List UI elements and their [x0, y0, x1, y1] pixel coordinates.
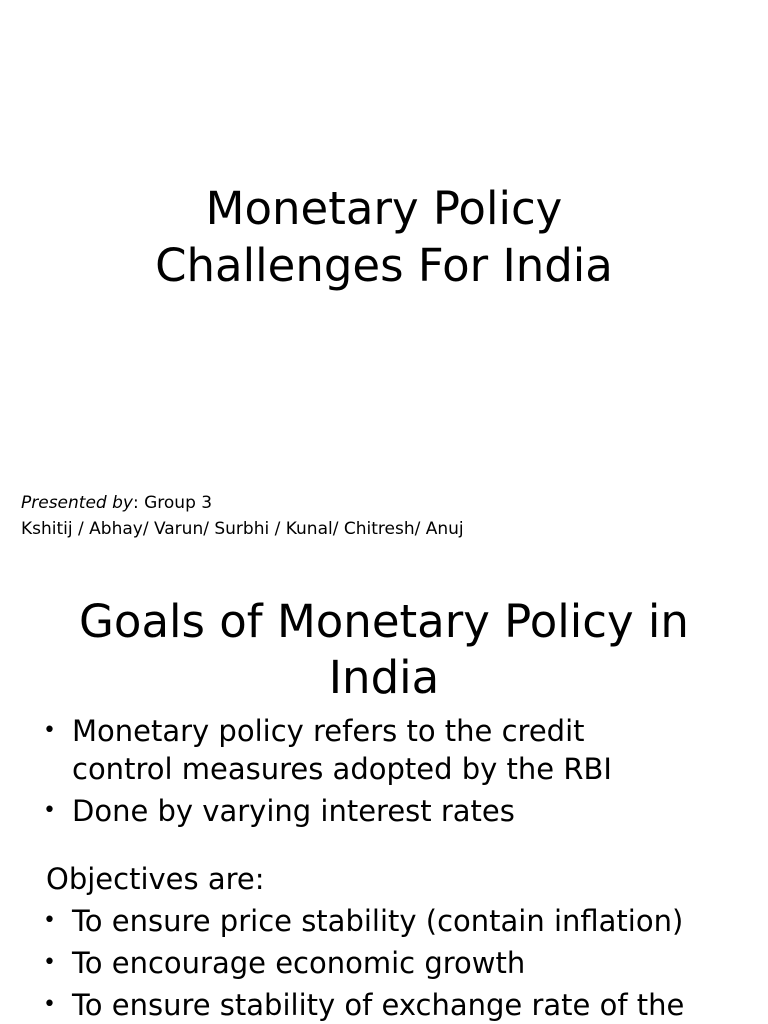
objective-text: To ensure price stability (contain inflation) [72, 904, 684, 938]
bullet-dot: • [43, 718, 56, 743]
bullet-item [0, 712, 768, 788]
bullet-text-line: Monetary policy refers to the credit [72, 714, 585, 748]
objective-item [0, 902, 768, 940]
presenter-block [21, 490, 464, 542]
title-line-1: Monetary Policy [205, 182, 563, 235]
slide-body [0, 712, 768, 1024]
goals-slide [0, 576, 768, 1024]
slide-title [0, 594, 768, 706]
bullet-item [0, 792, 768, 830]
definition-bullets [0, 712, 768, 830]
bullet-dot: • [43, 798, 56, 823]
slide-title-line-2: India [328, 651, 440, 704]
objective-item [0, 986, 768, 1024]
objective-bullets [0, 902, 768, 1024]
objective-text: To ensure stability of exchange rate of the [72, 988, 685, 1022]
bullet-dot: • [43, 908, 56, 933]
objective-text: To encourage economic growth [72, 946, 526, 980]
objective-item [0, 944, 768, 982]
bullet-dot: • [43, 992, 56, 1017]
bullet-text-line: Done by varying interest rates [72, 794, 515, 828]
presented-by-line [21, 490, 464, 516]
title-line-2: Challenges For India [155, 239, 613, 292]
presented-by-value: : Group 3 [132, 493, 213, 513]
presentation-title [0, 180, 768, 294]
objectives-heading: Objectives are: [46, 862, 265, 896]
bullet-dot: • [43, 950, 56, 975]
presented-by-label: Presented by [21, 493, 133, 513]
group-members: Kshitij / Abhay/ Varun/ Surbhi / Kunal/ Chitresh/ Anuj [21, 519, 464, 539]
spacer [0, 834, 768, 860]
bullet-text-line: control measures adopted by the RBI [72, 752, 612, 786]
slide-title-line-1: Goals of Monetary Policy in [79, 595, 689, 648]
